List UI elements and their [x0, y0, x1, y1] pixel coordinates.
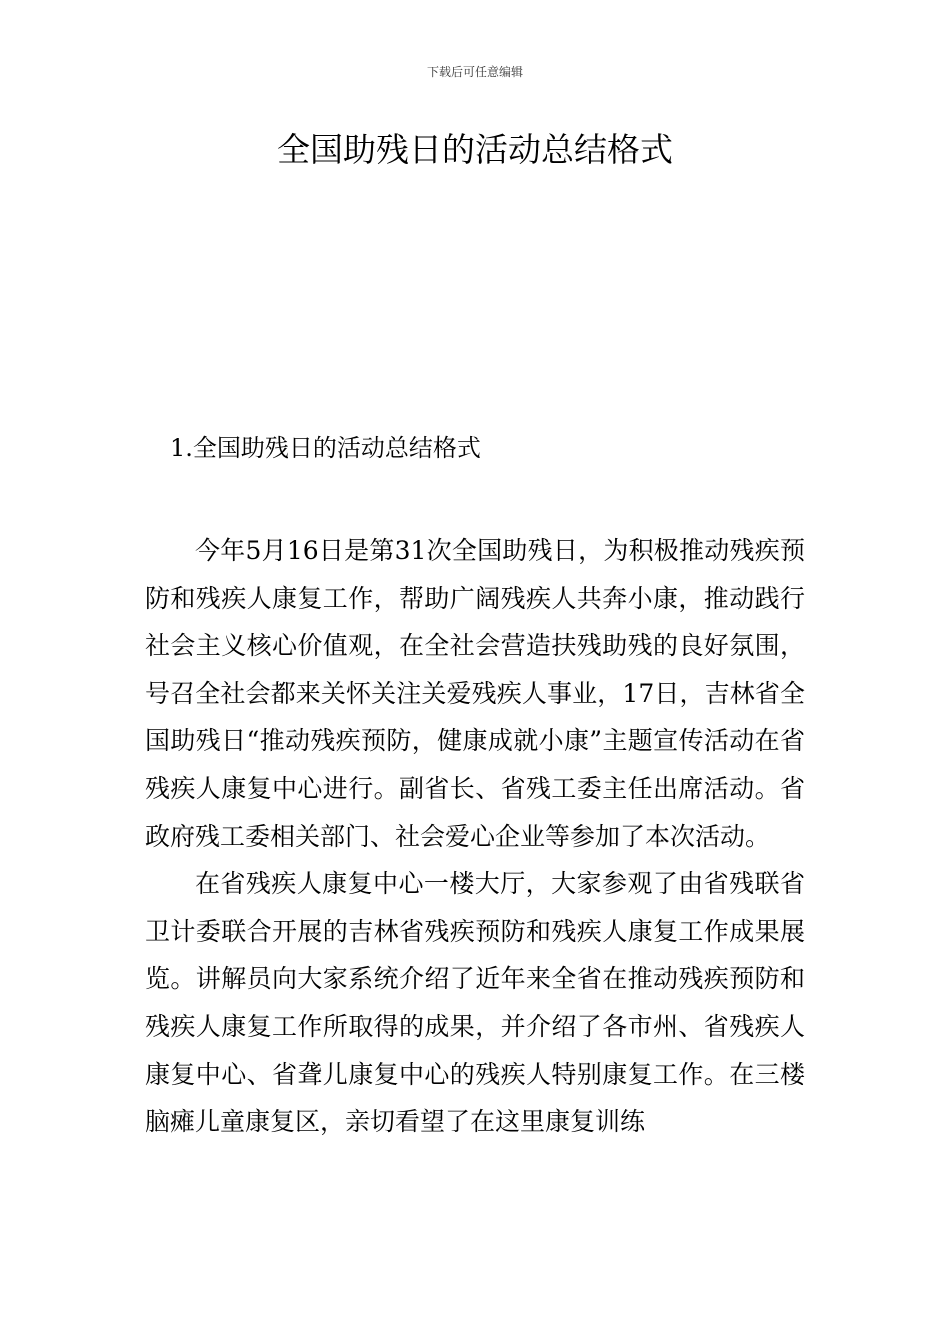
document-title: 全国助残日的活动总结格式	[277, 130, 673, 169]
paragraph: 在省残疾人康复中心一楼大厅，大家参观了由省残联省卫计委联合开展的吉林省残疾预防和残疾人康复工作成果展览。讲解员向大家系统介绍了近年来全省在推动残疾预防和残疾人康复工作所取得的成果，并介绍了各市州、省残疾人康复中心、省聋儿康复中心的残疾人特别康复工作。在三楼脑瘫儿童康复区，亲切看望了在这里康复训练	[145, 869, 805, 1137]
paragraph: 今年5月16日是第31次全国助残日，为积极推动残疾预防和残疾人康复工作，帮助广阔残疾人共奔小康，推动践行社会主义核心价值观，在全社会营造扶残助残的良好氛围，号召全社会都来关怀关注关爱残疾人事业，17日，吉林省全国助残日“推动残疾预防，健康成就小康”主题宣传活动在省残疾人康复中心进行。副省长、省残工委主任出席活动。省政府残工委相关部门、社会爱心企业等参加了本次活动。	[145, 536, 805, 851]
header-note: 下载后可任意编辑	[426, 65, 523, 79]
body-text	[145, 527, 805, 1146]
section-heading: 1.全国助残日的活动总结格式	[170, 434, 481, 462]
